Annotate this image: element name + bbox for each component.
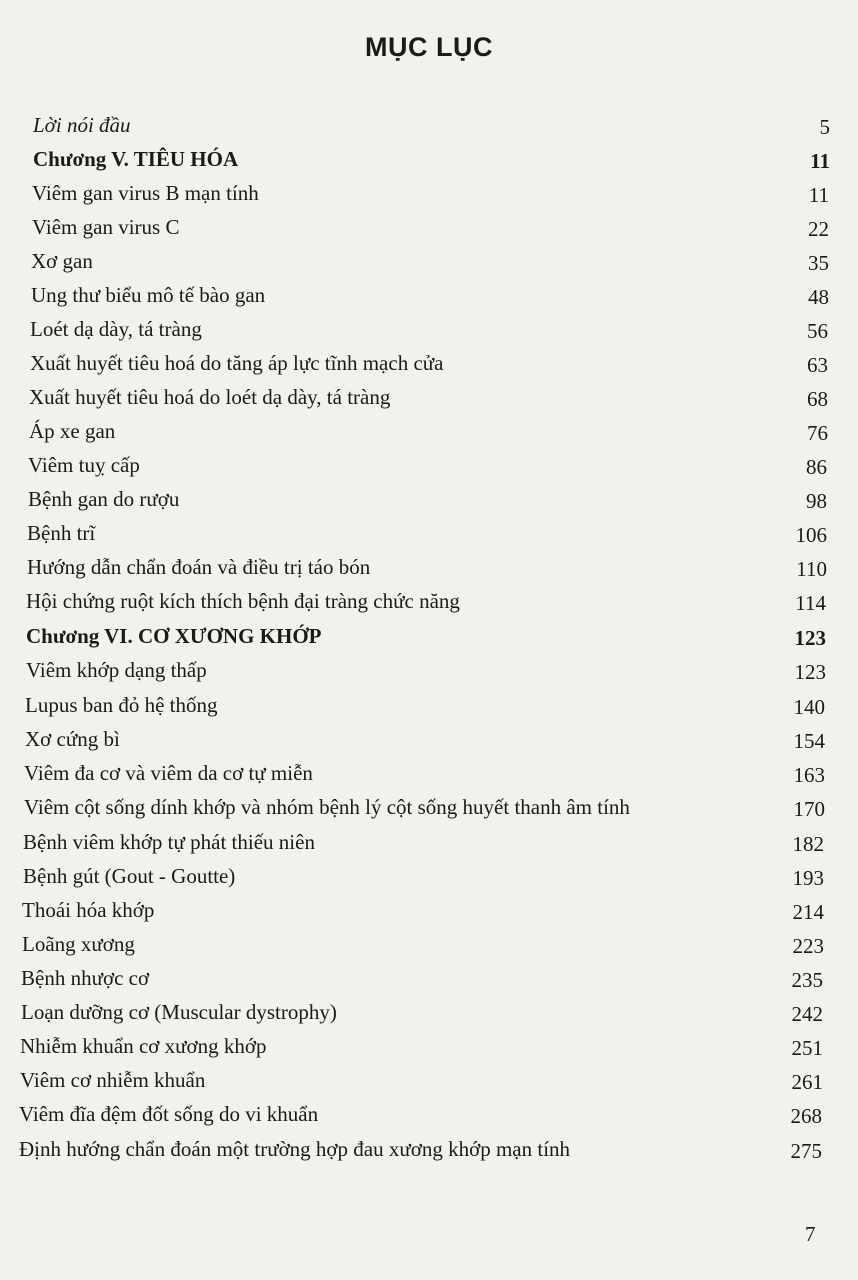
toc-entry-page: 242 xyxy=(791,1002,823,1026)
toc-entry-page: 114 xyxy=(795,591,826,615)
toc-entry-page: 154 xyxy=(793,729,825,753)
toc-entry-title: Bệnh trĩ xyxy=(27,521,96,545)
toc-entry-title: Chương V. TIÊU HÓA xyxy=(33,147,239,171)
toc-entry-title: Loãng xương xyxy=(22,932,135,956)
toc-entry-page: 86 xyxy=(806,455,827,479)
toc-entry-page: 182 xyxy=(792,832,824,856)
toc-entry-page: 268 xyxy=(790,1104,822,1128)
toc-entry-title: Xuất huyết tiêu hoá do loét dạ dày, tá tràng xyxy=(29,385,391,409)
toc-entry-title: Xơ cứng bì xyxy=(25,727,120,751)
toc-entry-title: Loạn dưỡng cơ (Muscular dystrophy) xyxy=(21,1000,337,1024)
toc-entry-page: 68 xyxy=(807,387,828,411)
toc-entry-page: 214 xyxy=(792,900,824,924)
page-number: 7 xyxy=(805,1222,816,1246)
toc-entry-page: 48 xyxy=(808,285,829,309)
toc-entry-page: 123 xyxy=(794,660,826,684)
toc-entry-page: 170 xyxy=(793,797,825,821)
toc-entry-title: Loét dạ dày, tá tràng xyxy=(30,317,202,341)
toc-entry-title: Bệnh nhược cơ xyxy=(21,966,150,990)
toc-entry-page: 76 xyxy=(807,421,828,445)
page-title: MỤC LỤC xyxy=(365,32,493,62)
toc-entry-title: Viêm cột sống dính khớp và nhóm bệnh lý cột sống huyết thanh âm tính xyxy=(24,795,630,819)
toc-entry-title: Viêm đa cơ và viêm da cơ tự miễn xyxy=(24,761,313,785)
toc-entry-title: Áp xe gan xyxy=(29,419,116,443)
toc-entry-title: Định hướng chẩn đoán một trường hợp đau xương khớp mạn tính xyxy=(19,1137,571,1161)
toc-entry-title: Bệnh gút (Gout - Goutte) xyxy=(23,864,236,888)
toc-entry-page: 63 xyxy=(807,353,828,377)
toc-entry-page: 275 xyxy=(790,1139,822,1163)
toc-entry-title: Chương VI. CƠ XƯƠNG KHỚP xyxy=(26,624,322,648)
toc-entry-title: Viêm gan virus B mạn tính xyxy=(32,181,259,205)
toc-entry-title: Viêm tuỵ cấp xyxy=(28,453,140,477)
toc-entry-title: Viêm khớp dạng thấp xyxy=(26,658,207,682)
toc-entry-title: Hội chứng ruột kích thích bệnh đại tràng chức năng xyxy=(26,589,460,613)
toc-entry-page: 251 xyxy=(791,1036,823,1060)
toc-entry-title: Bệnh gan do rượu xyxy=(28,487,180,511)
toc-entry-page: 261 xyxy=(791,1070,823,1094)
toc-entry-page: 11 xyxy=(810,149,830,173)
toc-entry-page: 110 xyxy=(796,557,827,581)
toc-entry-title: Ung thư biểu mô tế bào gan xyxy=(31,283,266,307)
toc-entry-page: 106 xyxy=(795,523,827,547)
toc-entry-page: 11 xyxy=(808,183,829,207)
toc-entry-title: Lời nói đầu xyxy=(33,113,131,137)
toc-entry-page: 98 xyxy=(806,489,827,513)
toc-entry-page: 22 xyxy=(808,217,829,241)
toc-entry-page: 123 xyxy=(794,626,826,650)
toc-entry-page: 5 xyxy=(819,115,830,139)
toc-entry-page: 163 xyxy=(793,763,825,787)
toc-entry-title: Lupus ban đỏ hệ thống xyxy=(25,693,218,717)
toc-entry-title: Xơ gan xyxy=(31,249,93,273)
toc-entry-title: Nhiễm khuẩn cơ xương khớp xyxy=(20,1034,267,1058)
toc-entry-title: Bệnh viêm khớp tự phát thiếu niên xyxy=(23,830,315,854)
toc-entry-title: Viêm cơ nhiễm khuẩn xyxy=(20,1068,206,1092)
toc-entry-title: Xuất huyết tiêu hoá do tăng áp lực tĩnh mạch cửa xyxy=(30,351,444,375)
toc-entry-title: Viêm đĩa đệm đốt sống do vi khuẩn xyxy=(19,1102,319,1126)
toc-entry-page: 140 xyxy=(793,695,825,719)
toc-entry-page: 235 xyxy=(791,968,823,992)
toc-entry-title: Hướng dẫn chẩn đoán và điều trị táo bón xyxy=(27,555,371,579)
toc-entry-page: 223 xyxy=(792,934,824,958)
toc-entry-page: 193 xyxy=(792,866,824,890)
toc-entry-title: Viêm gan virus C xyxy=(32,215,180,239)
toc-entry-title: Thoái hóa khớp xyxy=(22,898,155,922)
toc-entry-page: 56 xyxy=(807,319,828,343)
toc-entry-page: 35 xyxy=(808,251,829,275)
